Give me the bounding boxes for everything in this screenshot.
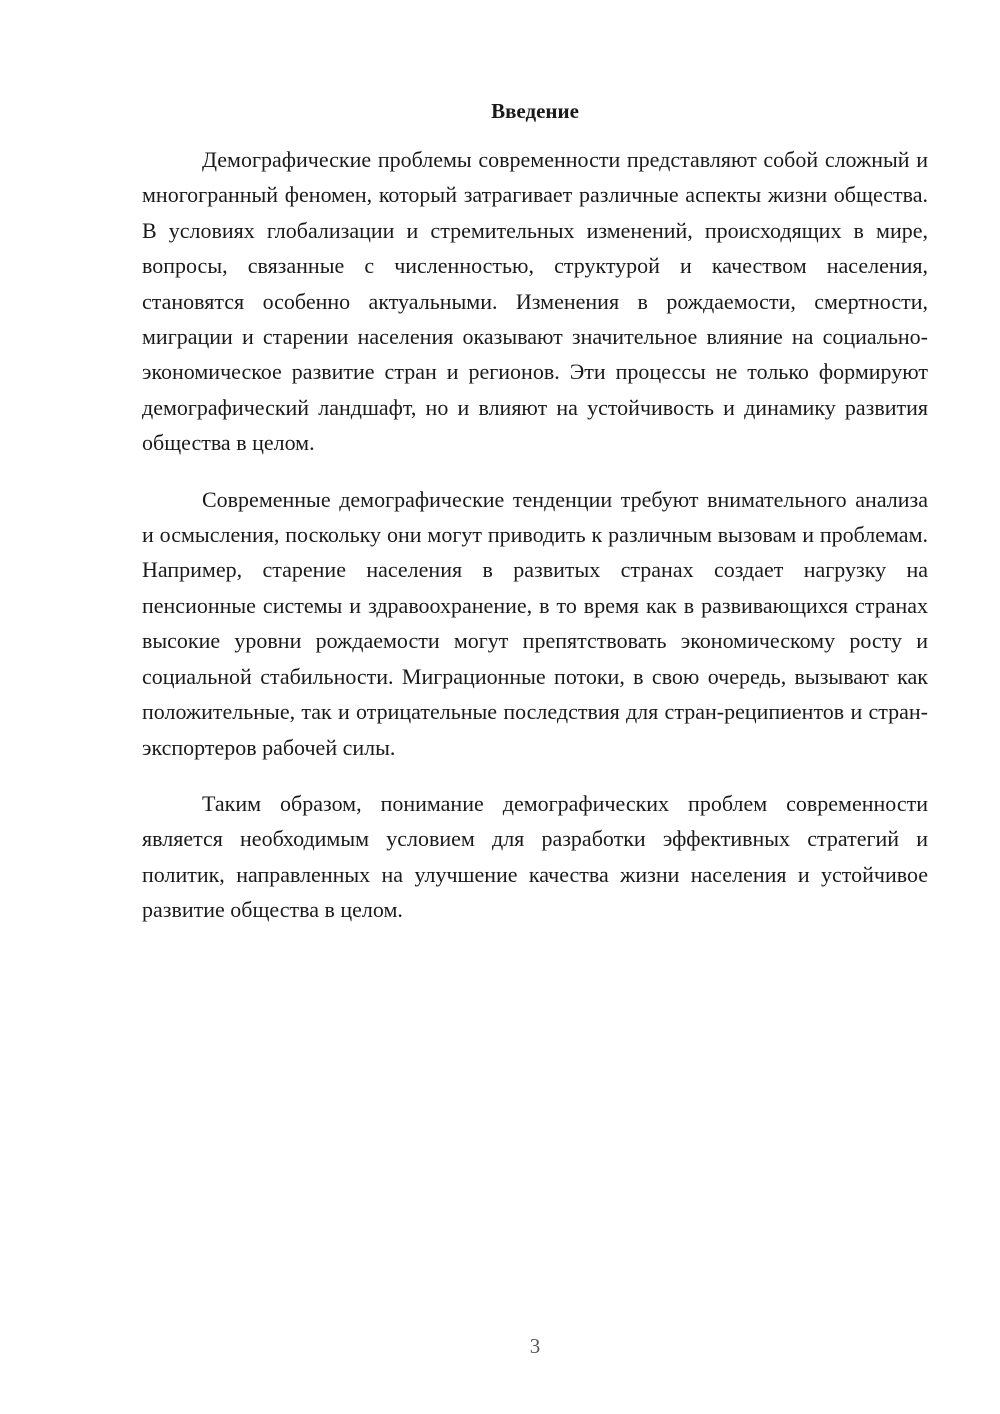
paragraph-1: Демографические проблемы современности представляют собой сложный и многогранный феномен, который затрагивает различные аспекты жизни общества. В условиях глобализации и стремительных изменений, происходящих в мире, вопросы, связанные с численностью, структурой и качеством населения, становятся особенно актуальными. Изменения в рождаемости, смертности, миграции и старении населения оказывают значительное влияние на социально-экономическое развитие стран и регионов. Эти процессы не только формируют демографический ландшафт, но и влияют на устойчивость и динамику развития общества в целом.	[142, 147, 928, 456]
page-number: 3	[529, 1334, 541, 1358]
paragraph-3: Таким образом, понимание демографических проблем современности является необходимым условием для разработки эффективных стратегий и политик, направленных на улучшение качества жизни населения и устойчивое развитие общества в целом.	[142, 790, 928, 923]
document-body	[142, 142, 928, 949]
paragraph-2: Современные демографические тенденции требуют внимательного анализа и осмысления, поскольку они могут приводить к различным вызовам и проблемам. Например, старение населения в развитых странах создает нагрузку на пенсионные системы и здравоохранение, в то время как в развивающихся странах высокие уровни рождаемости могут препятствовать экономическому росту и социальной стабильности. Миграционные потоки, в свою очередь, вызывают как положительные, так и отрицательные последствия для стран-реципиентов и стран-экспортеров рабочей силы.	[142, 486, 928, 760]
section-heading: Введение	[491, 99, 579, 123]
